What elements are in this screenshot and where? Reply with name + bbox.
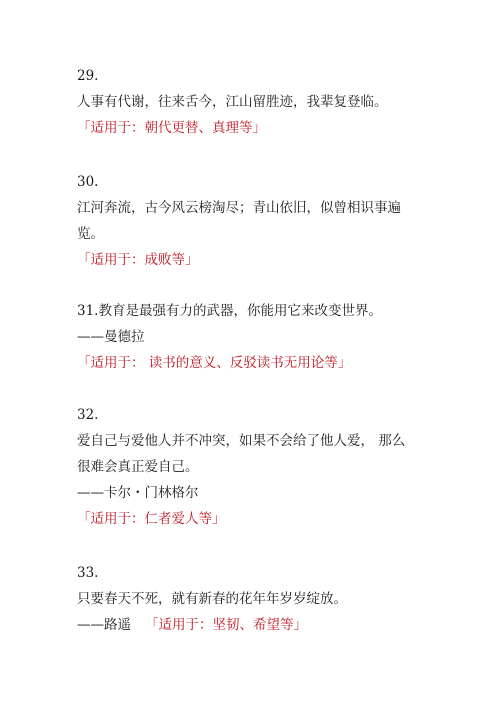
quote-author: ——卡尔・门林格尔: [77, 485, 199, 501]
quote-line: 览。: [77, 226, 104, 242]
quote-entry-29: [77, 63, 437, 141]
entry-number: 33.: [77, 565, 99, 581]
quote-author-line: [77, 612, 437, 638]
quote-line: 江河奔流，古今风云榜淘尽；青山依旧，似曾相识事遍: [77, 200, 401, 216]
quote-entry-31: [77, 298, 437, 376]
quote-author: ——路遥: [77, 617, 131, 633]
entry-number: 29.: [77, 68, 99, 84]
quote-author: ——曼德拉: [77, 329, 145, 345]
entry-number: 32.: [77, 407, 99, 423]
quote-line-numbered: [77, 298, 437, 324]
quote-line: 爱自己与爱他人并不冲突，如果不会给了他人爱， 那么: [77, 433, 406, 449]
quote-entry-32: [77, 402, 437, 532]
quote-line: 人事有代谢，往来舌今，江山留胜迹，我辈复登临。: [77, 94, 388, 110]
entry-number: 31.: [77, 303, 99, 319]
usage-tag: 「适用于：成败等」: [77, 252, 199, 268]
entry-number: 30.: [77, 174, 99, 190]
quote-line: 只要春天不死，就有新春的花年年岁岁绽放。: [77, 591, 347, 607]
usage-tag: 「适用于： 读书的意义、反驳读书无用论等」: [77, 355, 352, 371]
quote-line: 很难会真正爱自己。: [77, 459, 199, 475]
usage-tag: 「适用于：仁者爱人等」: [77, 511, 226, 527]
usage-tag: 「适用于：朝代更替、真理等」: [77, 120, 266, 136]
quote-entry-33: [77, 560, 437, 638]
quote-text: 教育是最强有力的武器，你能用它来改变世界。: [98, 303, 382, 319]
usage-tag: 「适用于：坚韧、希望等」: [145, 617, 307, 633]
quote-entry-30: [77, 169, 437, 273]
